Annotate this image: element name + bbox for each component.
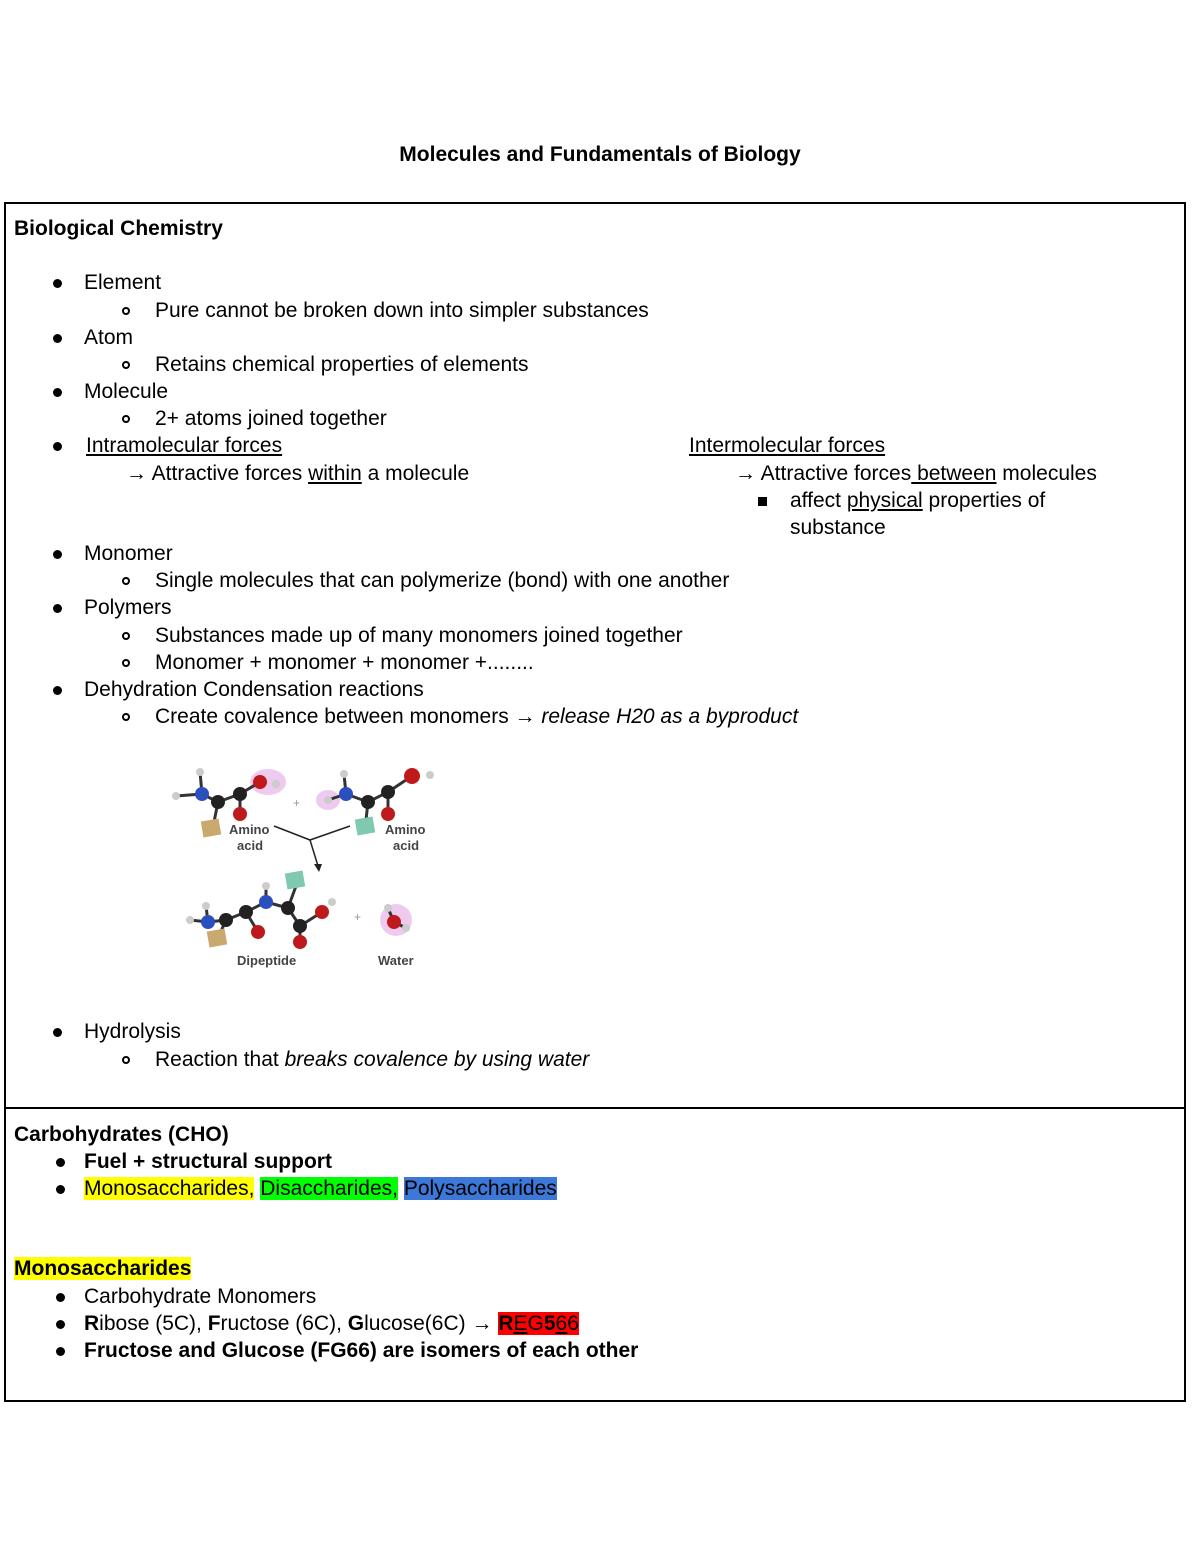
hydrolysis-def-text: Reaction that <box>155 1048 285 1071</box>
intermolecular-subpoint <box>790 489 1045 513</box>
document-title: Molecules and Fundamentals of Biology <box>399 143 801 166</box>
reaction-arrow-left <box>274 826 310 840</box>
mnemonic-char: 5 <box>543 1312 556 1335</box>
circle-bullet-icon <box>122 307 130 315</box>
dipeptide-molecule <box>186 871 336 949</box>
intramolecular-forces-def <box>126 462 469 486</box>
mnemonic-char: 6 <box>555 1312 568 1335</box>
list-item-monomer: Monomer <box>84 542 173 565</box>
water-label: Water <box>378 953 414 968</box>
section-heading-carbohydrates: Carbohydrates (CHO) <box>14 1123 229 1146</box>
plus-sign-2: + <box>354 910 362 924</box>
bullet-icon <box>53 550 62 559</box>
circle-bullet-icon <box>122 361 130 369</box>
list-item-atom: Atom <box>84 326 134 349</box>
reaction-arrow-down <box>310 840 318 866</box>
intermolecular-subpoint-line2: substance <box>790 516 886 539</box>
intermolecular-forces-def <box>735 462 1097 486</box>
water-molecule <box>380 904 412 936</box>
inter-def-text: → Attractive forces <box>735 462 912 485</box>
circle-bullet-icon <box>122 1056 130 1064</box>
plus-sign-1: + <box>293 796 301 810</box>
square-bullet-icon <box>758 497 767 506</box>
inter-sub-text: affect <box>790 489 847 512</box>
polysaccharides-highlight: Polysaccharides <box>403 1177 557 1200</box>
bullet-icon <box>56 1158 65 1167</box>
intra-def-underlined: within <box>308 462 362 485</box>
bullet-icon <box>53 388 62 397</box>
list-item-element: Element <box>84 271 162 294</box>
bullet-icon <box>53 1028 62 1037</box>
bullet-icon <box>53 442 62 451</box>
mnemonic-highlight <box>498 1312 579 1335</box>
list-item-monomer-def: Single molecules that can polymerize (bond) with one another <box>155 569 730 592</box>
monosaccharides-highlight: Monosaccharides, <box>84 1177 255 1200</box>
list-item-isomers: Fructose and Glucose (FG66) are isomers of each other <box>84 1339 639 1362</box>
glucose-initial: G <box>347 1312 365 1335</box>
bullet-icon <box>56 1347 65 1356</box>
bullet-icon <box>56 1185 65 1194</box>
bullet-icon <box>53 686 62 695</box>
mnemonic-char: E <box>513 1312 528 1335</box>
list-item-hydrolysis: Hydrolysis <box>84 1020 181 1043</box>
dipeptide-label: Dipeptide <box>237 953 297 968</box>
ribose-initial: R <box>84 1312 100 1335</box>
inter-sub-text-end: properties of <box>922 489 1046 512</box>
subheading-monosaccharides <box>14 1257 191 1281</box>
reaction-arrow-right <box>310 826 350 840</box>
mnemonic-char: G <box>527 1312 544 1335</box>
intra-def-text: → Attractive forces <box>126 462 309 485</box>
list-item-fuel: Fuel + structural support <box>84 1150 332 1173</box>
list-item-molecule-def: 2+ atoms joined together <box>155 407 387 430</box>
inter-def-underlined: between <box>911 462 997 485</box>
glucose-text: lucose(6C) → <box>364 1312 499 1335</box>
bullet-icon <box>56 1293 65 1302</box>
fructose-initial: F <box>207 1312 221 1335</box>
list-item-polymers: Polymers <box>84 596 172 619</box>
list-item-dehydration: Dehydration Condensation reactions <box>84 678 424 701</box>
disaccharides-highlight: Disaccharides, <box>260 1177 398 1200</box>
mnemonic-char: R <box>498 1312 514 1335</box>
fructose-text: ructose (6C), <box>220 1312 348 1335</box>
list-item-molecule: Molecule <box>84 380 169 403</box>
intra-def-text-end: a molecule <box>361 462 470 485</box>
dehydration-def-text: Create covalence between monomers → <box>155 705 542 728</box>
bullet-icon <box>53 604 62 613</box>
inter-sub-underlined: physical <box>846 489 923 512</box>
subheading-monosaccharides-text: Monosaccharides <box>14 1257 192 1280</box>
bullet-icon <box>56 1320 65 1329</box>
circle-bullet-icon <box>122 415 130 423</box>
ribose-text: ibose (5C), <box>99 1312 208 1335</box>
list-item-carbohydrate-monomers: Carbohydrate Monomers <box>84 1285 317 1308</box>
bullet-icon <box>53 334 62 343</box>
hydrolysis-def-italic: breaks covalence by using water <box>284 1048 590 1071</box>
list-item-polymers-def2: Monomer + monomer + monomer +........ <box>155 651 534 674</box>
list-item-atom-def: Retains chemical properties of elements <box>155 353 529 376</box>
bullet-icon <box>53 279 62 288</box>
list-item-polymers-def1: Substances made up of many monomers joined together <box>155 624 683 647</box>
list-item-hydrolysis-def <box>155 1048 589 1072</box>
circle-bullet-icon <box>122 659 130 667</box>
amino-acid-label-1b: acid <box>237 838 264 853</box>
dehydration-def-italic: release H20 as a byproduct <box>541 705 799 728</box>
inter-def-text-end: molecules <box>996 462 1097 485</box>
list-item-dehydration-def <box>155 705 798 729</box>
list-item-element-def: Pure cannot be broken down into simpler substances <box>155 299 649 322</box>
list-item-saccharide-types <box>84 1177 557 1201</box>
dehydration-reaction-diagram <box>160 762 450 977</box>
circle-bullet-icon <box>122 632 130 640</box>
amino-acid-label-2a: Amino <box>385 822 426 837</box>
arrowhead-icon <box>314 864 322 872</box>
mnemonic-char: 6 <box>567 1312 579 1335</box>
amino-acid-label-2b: acid <box>393 838 420 853</box>
circle-bullet-icon <box>122 577 130 585</box>
amino-acid-label-1a: Amino <box>229 822 270 837</box>
intramolecular-forces-label: Intramolecular forces <box>86 434 283 457</box>
circle-bullet-icon <box>122 713 130 721</box>
list-item-sugars <box>84 1312 579 1336</box>
section-heading-biological-chemistry: Biological Chemistry <box>14 217 223 240</box>
intermolecular-forces-label: Intermolecular forces <box>689 434 886 457</box>
